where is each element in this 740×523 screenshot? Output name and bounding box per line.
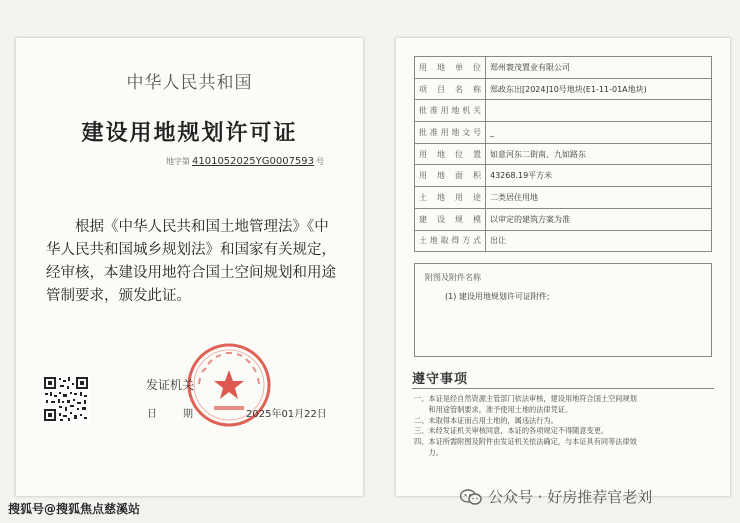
notice-line: 三、未经发证机关审核同意，本证的各项规定不得随意变更。: [414, 426, 609, 436]
row-value: 如意河东二街南、九如路东: [486, 143, 712, 165]
date-char-1: 日: [147, 409, 157, 420]
country-name: 中华人民共和国: [126, 73, 253, 93]
row-label: 项 目 名 称: [415, 78, 486, 100]
attachment-item: (1) 建设用地规划许可证附件;: [445, 292, 550, 301]
notice-divider: [412, 388, 714, 389]
row-label: 土地取得方式: [415, 230, 486, 252]
table-row: [415, 100, 712, 122]
notice-line: 和用途管制要求，准予使用土地的法律凭证。: [414, 404, 573, 414]
table-row: [415, 208, 712, 230]
certificate-number: 4101052025YG0007593: [192, 156, 315, 167]
date-label: [147, 405, 193, 420]
table-row: [415, 122, 712, 144]
row-label: 用 地 单 位: [415, 57, 486, 79]
row-label: 批准用地文号: [415, 122, 486, 144]
table-row: [415, 57, 712, 79]
row-value: 以审定的建筑方案为准: [486, 208, 712, 230]
row-value: _: [486, 122, 712, 144]
notice-title: 遵守事项: [412, 372, 469, 387]
row-value: 二类居住用地: [486, 187, 712, 209]
attachments-box: [414, 263, 712, 357]
certificate-number-line: [166, 156, 324, 167]
table-row: [415, 230, 712, 252]
notice-line: 四、本证所需附图及附件由发证机关依法确定，与本证具有同等法律效: [414, 437, 637, 447]
row-value: 出让: [486, 230, 712, 252]
row-value: 郑政东出[2024]10号地块(E1-11-01A地块): [486, 78, 712, 100]
notice-line: 二、未取得本证而占用土地的，属违法行为。: [414, 415, 558, 425]
notice-line: 一、本证是经自然资源主管部门依法审核，建设用地符合国土空间规划: [414, 394, 637, 403]
land-info-table: [414, 56, 712, 252]
row-value: 郑州寰茂置业有限公司: [486, 57, 712, 79]
number-prefix: 地字第: [166, 157, 190, 166]
notice-list: [414, 394, 714, 459]
qr-code-icon: [42, 375, 90, 423]
notice-line: 力。: [414, 447, 443, 457]
watermark-wechat-text: 公众号 · 好房推荐官老刘: [488, 488, 653, 506]
certificate-front: [16, 38, 363, 496]
row-value: [486, 100, 712, 122]
certificate-body: 根据《中华人民共和国土地管理法》《中华人民共和国城乡规划法》和国家有关规定，经审核，本建设用地符合国土空间规划和用途管制要求，颁发此证。: [46, 219, 336, 304]
row-value: 43268.19平方米: [486, 165, 712, 187]
row-label: 用 地 位 置: [415, 143, 486, 165]
table-row: [415, 165, 712, 187]
certificate-title: 建设用地规划许可证: [81, 121, 298, 146]
table-row: [415, 143, 712, 165]
watermark-wechat: [460, 486, 652, 507]
row-label: 用 地 面 积: [415, 165, 486, 187]
certificate-back: [396, 38, 730, 496]
date-char-2: 期: [183, 409, 193, 420]
attachments-heading: 附图及附件名称: [425, 273, 481, 282]
table-row: [415, 78, 712, 100]
row-label: 批准用地机关: [415, 100, 486, 122]
watermark-sohu: 搜狐号@搜狐焦点慈溪站: [8, 502, 141, 516]
issuer-label: 发证机关: [146, 378, 195, 392]
wechat-icon: [460, 489, 482, 505]
issue-date: 2025年01月22日: [246, 409, 327, 420]
number-suffix: 号: [316, 157, 325, 166]
row-label: 土 地 用 途: [415, 187, 486, 209]
row-label: 建 设 规 模: [415, 208, 486, 230]
table-row: [415, 187, 712, 209]
